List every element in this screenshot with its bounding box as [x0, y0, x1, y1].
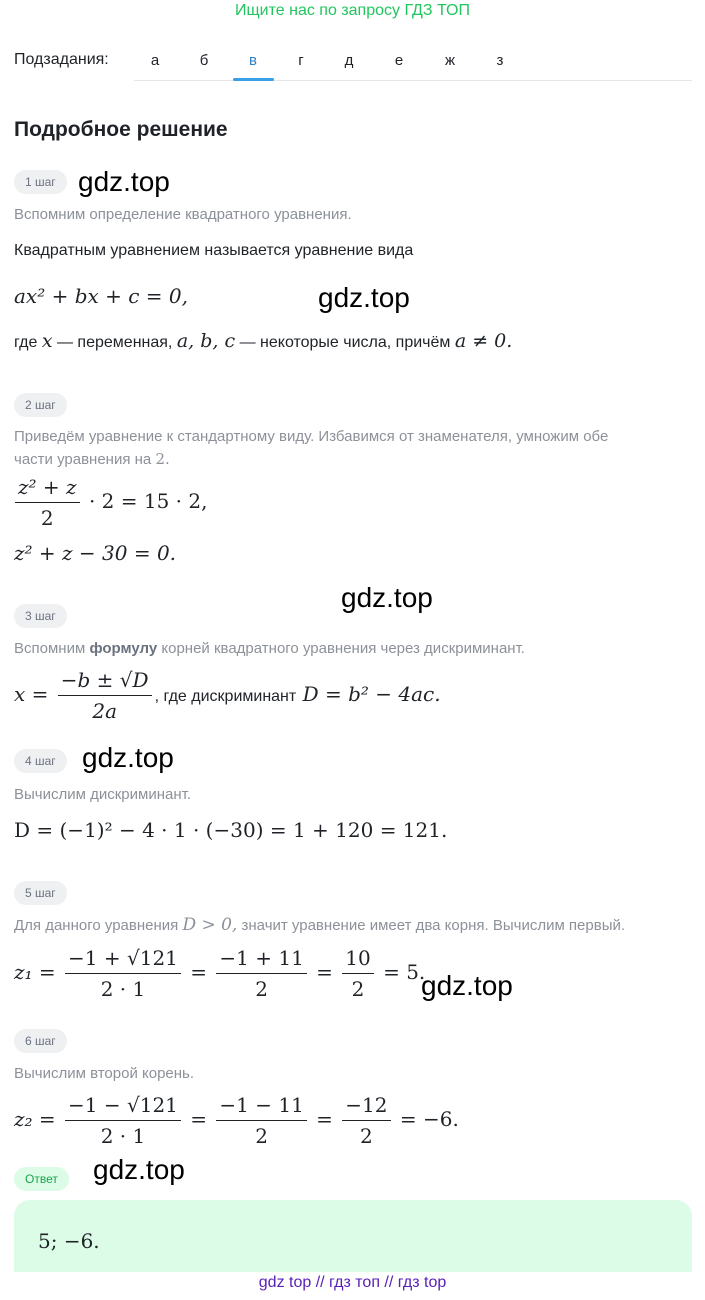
step-4-equation: D = (−1)² − 4 · 1 · (−30) = 1 + 120 = 121. — [14, 818, 448, 842]
step-3-hint-1: Вспомним — [14, 640, 86, 657]
step-1-equation: ax² + bx + c = 0, — [14, 284, 189, 308]
step-5-hint-1: Для данного уравнения — [14, 917, 179, 934]
where-abc: a, b, c — [176, 330, 236, 352]
fraction-numerator: −1 + 11 — [216, 946, 306, 974]
fraction — [58, 668, 152, 723]
where-text-2: — некоторые числа, причём — [239, 334, 451, 351]
tab-v[interactable]: в — [249, 52, 257, 69]
watermark: gdz.top — [78, 166, 170, 197]
step-1-badge: 1 шаг — [14, 170, 67, 194]
equation-rest: · 2 = 15 · 2, — [88, 489, 208, 513]
step-3-hint — [14, 638, 525, 660]
equation-result: = −6. — [399, 1107, 459, 1131]
formula-link[interactable]: формулу — [89, 640, 158, 657]
step-2-equation-1 — [12, 475, 207, 530]
watermark: gdz.top — [93, 1154, 185, 1185]
fraction — [15, 475, 80, 530]
subtasks-label: Подзадания: — [14, 51, 109, 68]
tab-a[interactable]: а — [150, 52, 160, 69]
fraction-denominator: 2 — [255, 977, 268, 1001]
step-2-hint-number: 2. — [155, 450, 170, 468]
where-word: где — [14, 334, 38, 351]
fraction — [342, 946, 373, 1001]
tab-g[interactable]: г — [298, 52, 304, 69]
fraction-numerator: −1 − 11 — [216, 1093, 306, 1121]
fraction — [65, 946, 181, 1001]
step-5-equation: z₁ = $\frac{-1 + √121}{2 \cdot 1}$ = $\frac{-1 + 11}{2}$ = $\frac{10}{2}$ = 5. — [14, 946, 426, 1001]
equation-lhs: z₂ = — [14, 1107, 56, 1131]
fraction-numerator: −1 + √121 — [65, 946, 181, 974]
footer-links[interactable]: gdz top // гдз топ // гдз top — [258, 1274, 447, 1291]
fraction-numerator: −b ± √D — [58, 668, 152, 696]
fraction — [342, 1093, 390, 1148]
step-6-hint: Вычислим второй корень. — [14, 1065, 195, 1082]
watermark: gdz.top — [341, 582, 433, 613]
step-3-hint-2: корней квадратного уравнения через дискриминант. — [161, 640, 525, 657]
step-2-equation-2: z² + z − 30 = 0. — [14, 541, 177, 565]
step-2-hint-line-1: Приведём уравнение к стандартному виду. Избавимся от знаменателя, умножим обе — [14, 428, 609, 445]
watermark: gdz.top — [318, 282, 410, 313]
watermark: gdz.top — [421, 970, 513, 1001]
fraction-numerator: 10 — [342, 946, 373, 974]
where-var: x — [41, 330, 53, 352]
fraction — [216, 1093, 306, 1148]
step-5-badge: 5 шаг — [14, 881, 67, 905]
discriminant-formula: D = b² − 4ac. — [302, 682, 441, 706]
equation-result: = 5. — [383, 960, 426, 984]
formula-middle-text: , где дискриминант — [154, 688, 297, 705]
answer-badge: Ответ — [14, 1167, 69, 1191]
fraction-numerator: −12 — [342, 1093, 390, 1121]
step-1-where — [14, 330, 512, 352]
section-title: Подробное решение — [14, 118, 228, 141]
answer-box — [14, 1200, 692, 1272]
tab-zh[interactable]: ж — [444, 52, 456, 69]
tab-z[interactable]: з — [496, 52, 504, 69]
fraction-denominator: 2 — [351, 977, 365, 1001]
step-5-hint — [14, 914, 625, 937]
where-text-1: — переменная, — [56, 334, 173, 351]
equation-lhs: z₁ = — [14, 960, 56, 984]
step-2-hint-line-2: части уравнения на — [14, 451, 152, 468]
step-6-badge: 6 шаг — [14, 1029, 67, 1053]
fraction-denominator: 2 — [40, 506, 54, 530]
fraction-denominator: 2 — [360, 1124, 373, 1148]
fraction — [216, 946, 306, 1001]
step-5-condition: D > 0, — [182, 915, 238, 935]
fraction-denominator: 2 · 1 — [100, 977, 146, 1001]
active-tab-indicator — [233, 78, 274, 81]
fraction-numerator: z² + z — [15, 475, 80, 503]
step-6-equation: z₂ = $\frac{-1 - √121}{2 \cdot 1}$ = $\frac{-1 - 11}{2}$ = $\frac{-12}{2}$ = −6. — [14, 1093, 459, 1148]
step-5-hint-2: значит уравнение имеет два корня. Вычислим первый. — [241, 917, 626, 934]
fraction-numerator: −1 − √121 — [65, 1093, 181, 1121]
fraction — [65, 1093, 181, 1148]
watermark: gdz.top — [82, 742, 174, 773]
fraction-denominator: 2a — [92, 699, 117, 723]
tab-b[interactable]: б — [199, 52, 209, 69]
step-3-badge: 3 шаг — [14, 604, 67, 628]
step-4-badge: 4 шаг — [14, 749, 67, 773]
step-2-badge: 2 шаг — [14, 393, 67, 417]
fraction-denominator: 2 · 1 — [100, 1124, 146, 1148]
fraction-denominator: 2 — [255, 1124, 268, 1148]
formula-lhs: x = — [14, 682, 49, 706]
step-1-hint: Вспомним определение квадратного уравнения. — [14, 206, 352, 223]
tab-e[interactable]: е — [394, 52, 404, 69]
tabs-divider — [134, 80, 692, 81]
search-banner: Ищите нас по запросу ГДЗ ТОП — [235, 2, 470, 19]
answer-value: 5; −6. — [38, 1229, 100, 1253]
tab-d[interactable]: д — [344, 52, 354, 69]
step-3-formula — [14, 668, 441, 723]
step-1-text: Квадратным уравнением называется уравнение вида — [14, 242, 414, 259]
step-4-hint: Вычислим дискриминант. — [14, 786, 191, 803]
step-2-hint — [14, 426, 694, 471]
where-condition: a ≠ 0. — [454, 330, 513, 352]
